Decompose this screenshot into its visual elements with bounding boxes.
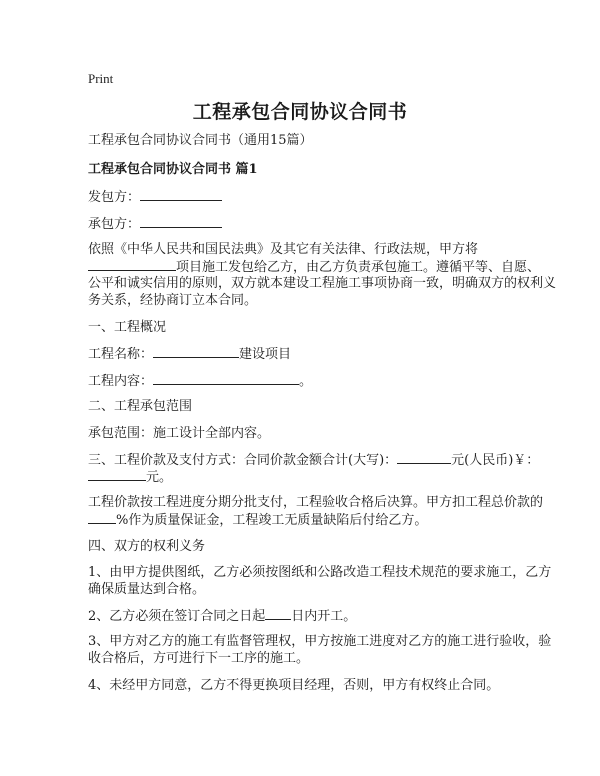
item-1-line-1: 1、由甲方提供图纸，乙方必须按图纸和公路改造工程技术规范的要求施工，乙方 (88, 565, 552, 580)
party-a-blank (140, 187, 222, 201)
section-3-line-2 (88, 467, 172, 487)
section-3-text-b: 元(人民币)￥： (451, 453, 540, 468)
document-title: 工程承包合同协议合同书 (192, 101, 408, 123)
start-days-blank (265, 606, 291, 620)
project-content-blank (153, 371, 299, 385)
item-2-suffix: 日内开工。 (291, 609, 357, 624)
project-blank (88, 257, 176, 271)
project-content-line (88, 371, 312, 391)
retention-percent-blank (88, 510, 116, 524)
item-3-line-1: 3、甲方对乙方的施工有监督管理权，甲方按施工进度对乙方的施工进行验收，验 (88, 634, 552, 649)
party-b-blank (140, 214, 222, 228)
payment-line-1: 工程价款按工程进度分期分批支付，工程验收合格后决算。甲方扣工程总价款的 (88, 495, 544, 510)
section-1-heading: 一、工程概况 (88, 320, 167, 335)
item-1-line-2: 确保质量达到合格。 (88, 582, 206, 597)
payment-line-2 (88, 510, 427, 530)
document-subtitle: 工程承包合同协议合同书（通用15篇） (88, 133, 313, 148)
item-2-line (88, 606, 356, 626)
project-name-label: 工程名称： (88, 347, 154, 362)
intro-line-4: 务关系，经协商订立本合同。 (88, 293, 258, 308)
party-b-line (88, 214, 222, 234)
project-name-line (88, 344, 291, 364)
party-b-label: 承包方： (88, 217, 141, 232)
party-a-label: 发包方： (88, 190, 141, 205)
party-a-line (88, 187, 222, 207)
section-3-text-c: 元。 (146, 470, 173, 485)
intro-line-2-text: 项目施工发包给乙方，由乙方负责承包施工。遵循平等、自愿、 (176, 260, 541, 275)
scope-text: 承包范围：施工设计全部内容。 (88, 426, 271, 441)
payment-line-2-text: %作为质量保证金，工程竣工无质量缺陷后付给乙方。 (116, 513, 428, 528)
project-content-label: 工程内容： (88, 374, 154, 389)
amount-words-blank (397, 450, 451, 464)
item-4-line: 4、未经甲方同意，乙方不得更换项目经理，否则，甲方有权终止合同。 (88, 678, 500, 693)
print-label: Print (88, 71, 114, 86)
section-2-heading: 二、工程承包范围 (88, 399, 193, 414)
amount-number-blank (88, 467, 146, 481)
intro-line-3: 公平和诚实信用的原则，双方就本建设工程施工事项协商一致，明确双方的权利义 (88, 276, 557, 291)
section-4-heading: 四、双方的权利义务 (88, 539, 206, 554)
project-content-suffix: 。 (299, 374, 313, 389)
section-heading: 工程承包合同协议合同书 篇1 (88, 162, 258, 177)
item-2-prefix: 2、乙方必须在签订合同之日起 (88, 609, 266, 624)
item-3-line-2: 收合格后，方可进行下一工序的施工。 (88, 651, 310, 666)
intro-line-1: 依照《中华人民共和国民法典》及其它有关法律、行政法规，甲方将 (88, 242, 479, 257)
project-name-blank (153, 344, 239, 358)
project-name-suffix: 建设项目 (239, 347, 292, 362)
section-3-text-a: 三、工程价款及支付方式：合同价款金额合计(大写)： (88, 453, 398, 468)
